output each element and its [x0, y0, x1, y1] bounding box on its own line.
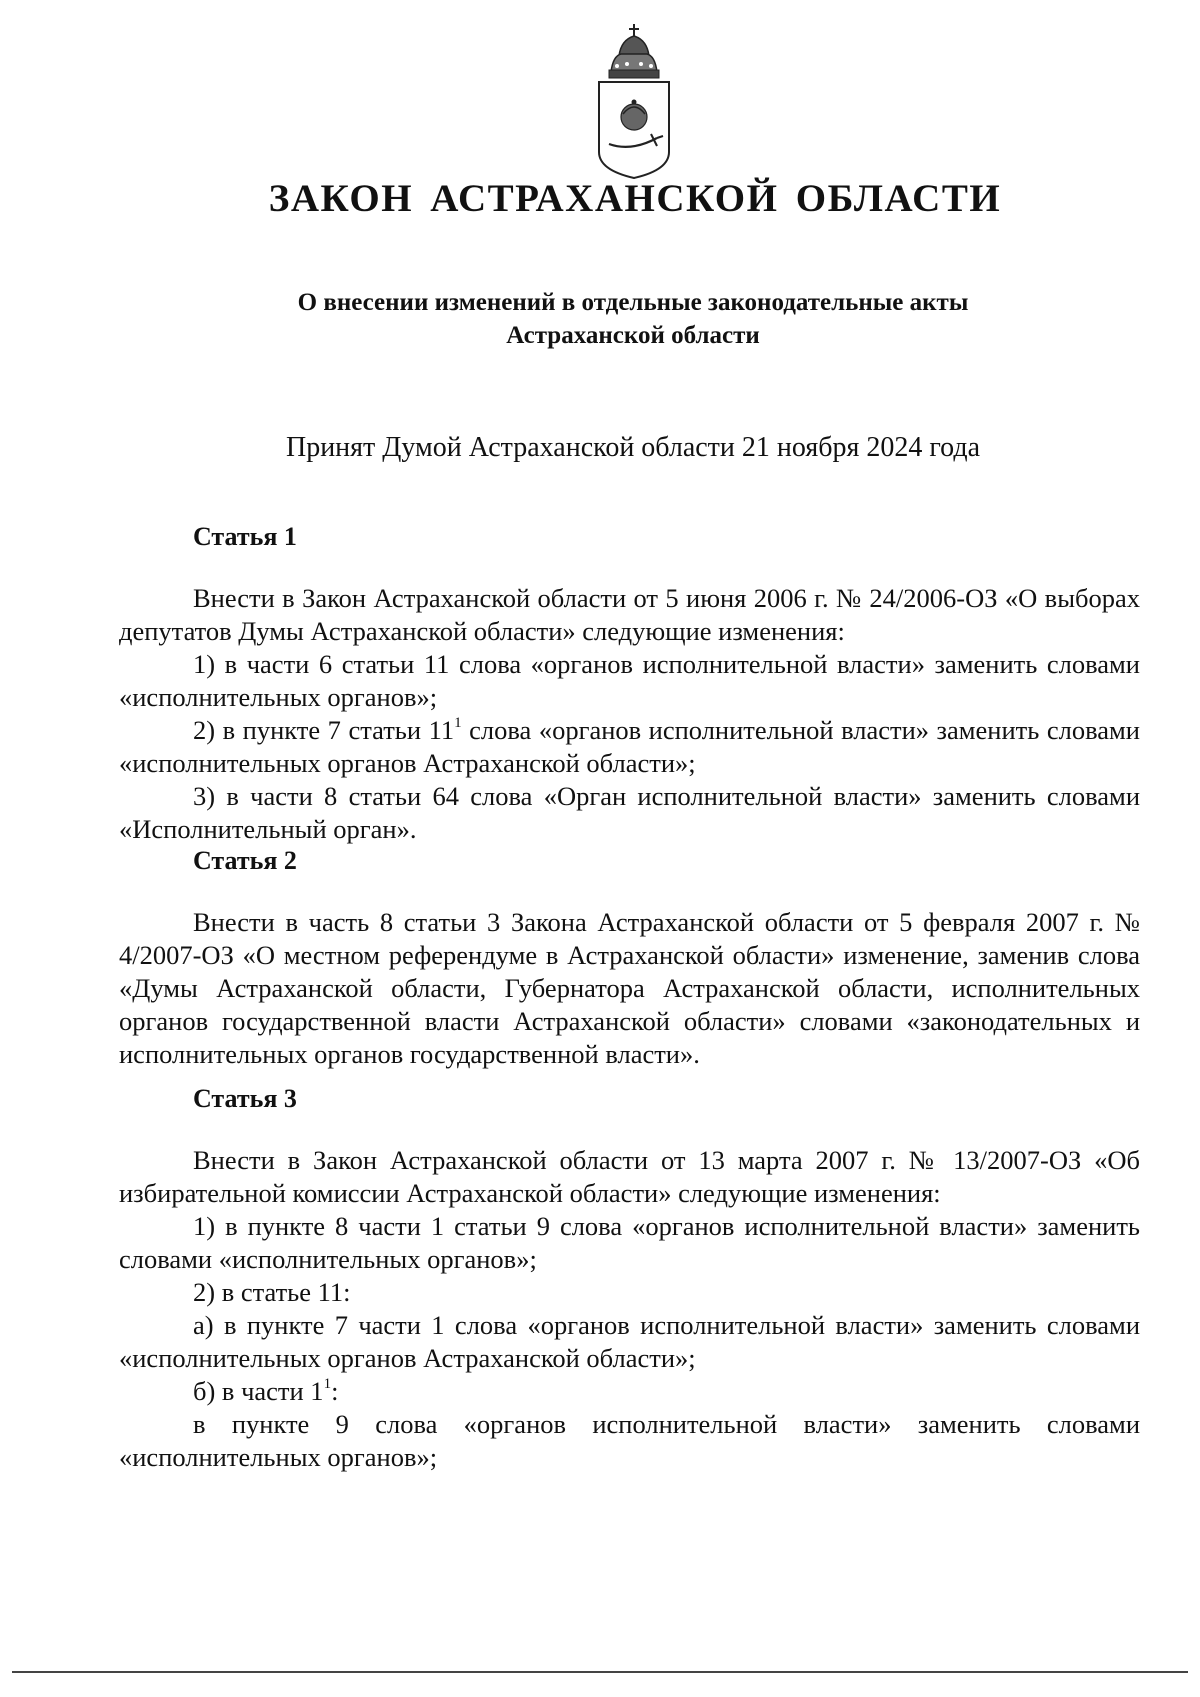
law-subtitle-line-1: О внесении изменений в отдельные законодательные акты [297, 289, 969, 316]
article-2-paragraph-1: Внести в часть 8 статьи 3 Закона Астраханской области от 5 февраля 2007 г. № 4/2007-ОЗ «О местном референдуме в Астраханской области» изменение, заменив слова «Думы Астраханской области, Губернатора Астраханской области, исполнительных органов государственной власти Астраханской области» словами «законодательных и исполнительных органов государственной власти». [119, 907, 1140, 1069]
article-3-paragraph-5 [119, 1375, 1140, 1408]
footer-divider [12, 1671, 1188, 1673]
article-3-paragraph-3: 2) в статье 11: [193, 1277, 351, 1307]
article-2-heading: Статья 2 [193, 846, 297, 875]
article-1-paragraph-4: 3) в части 8 статьи 64 слова «Орган исполнительной власти» заменить словами «Исполнительный орган». [119, 781, 1140, 844]
law-title: ЗАКОН АСТРАХАНСКОЙ ОБЛАСТИ [268, 177, 1002, 220]
article-3-paragraph-1: Внести в Закон Астраханской области от 13 марта 2007 г. № 13/2007-ОЗ «Об избирательной комиссии Астраханской области» следующие изменения: [119, 1145, 1140, 1208]
article-3-paragraph-5-end: : [331, 1376, 339, 1406]
article-1-paragraph-2: 1) в части 6 статьи 11 слова «органов исполнительной власти» заменить словами «исполнительных органов»; [119, 649, 1140, 712]
superscript-marker: 1 [454, 715, 462, 732]
coat-of-arms-emblem [591, 22, 677, 182]
article-3-paragraph-4: а) в пункте 7 части 1 слова «органов исполнительной власти» заменить словами «исполнительных органов Астраханской области»; [119, 1310, 1140, 1373]
article-1-paragraph-3-end: слова «органов исполнительной власти» заменить словами «исполнительных органов Астраханской области»; [119, 715, 1140, 778]
article-1-paragraph-3 [119, 714, 1140, 780]
superscript-marker: 1 [323, 1376, 332, 1393]
article-3-paragraph-6: в пункте 9 слова «органов исполнительной власти» заменить словами «исполнительных органов»; [119, 1409, 1140, 1472]
adoption-statement: Принят Думой Астраханской области 21 ноября 2024 года [285, 432, 981, 463]
article-1-heading: Статья 1 [193, 522, 297, 551]
law-subtitle [0, 286, 1200, 352]
article-3-paragraph-2: 1) в пункте 8 части 1 статьи 9 слова «органов исполнительной власти» заменить словами «исполнительных органов»; [119, 1211, 1140, 1274]
article-1-paragraph-3-start: 2) в пункте 7 статьи 11 [193, 715, 455, 745]
article-3-paragraph-5-start: б) в части 1 [193, 1376, 324, 1406]
article-3-heading: Статья 3 [193, 1084, 297, 1113]
law-subtitle-line-2: Астраханской области [506, 322, 760, 349]
article-1-paragraph-1: Внести в Закон Астраханской области от 5 июня 2006 г. № 24/2006-ОЗ «О выборах депутатов Думы Астраханской области» следующие изменения: [119, 583, 1140, 646]
